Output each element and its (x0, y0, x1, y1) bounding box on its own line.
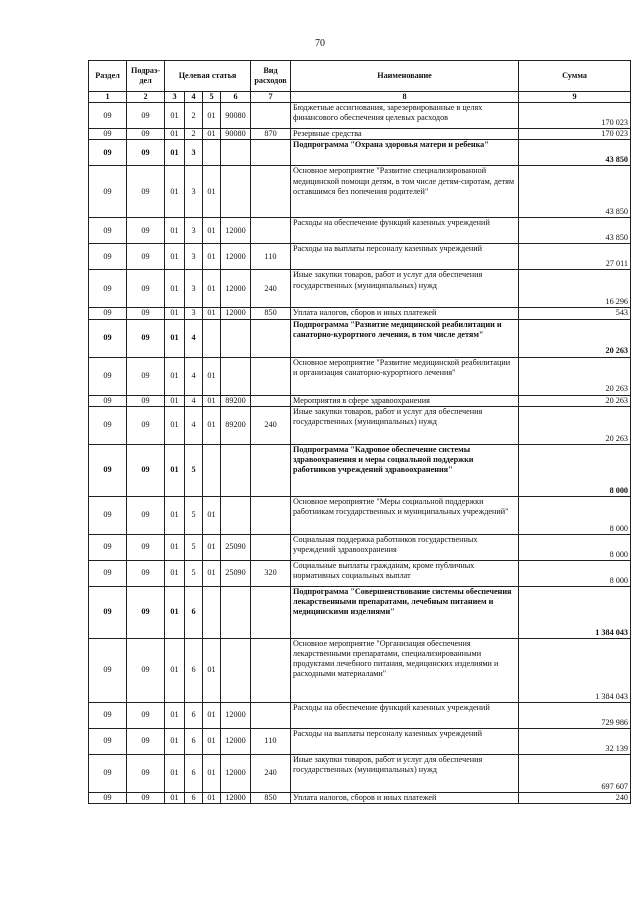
summa-cell: 32 139 (519, 728, 631, 754)
naimenovanie-cell: Основное мероприятие "Меры социальной поддержки работникам государственных и муниципальных учреждений" (291, 496, 519, 534)
tselevaya-d-cell: 12000 (221, 270, 251, 308)
table-row (89, 244, 631, 270)
tselevaya-c-cell: 01 (203, 702, 221, 728)
column-numbers-row (89, 92, 631, 103)
summa-cell: 27 011 (519, 244, 631, 270)
tselevaya-c-cell: 01 (203, 728, 221, 754)
podrazdel-cell: 09 (127, 244, 165, 270)
podrazdel-cell: 09 (127, 560, 165, 586)
razdel-cell: 09 (89, 586, 127, 638)
razdel-cell: 09 (89, 308, 127, 319)
tselevaya-c-cell: 01 (203, 406, 221, 444)
tselevaya-c-cell (203, 586, 221, 638)
tselevaya-b-cell: 6 (185, 754, 203, 792)
razdel-cell: 09 (89, 728, 127, 754)
summa-cell: 697 607 (519, 754, 631, 792)
vid-raskhodov-cell (251, 357, 291, 395)
table-row (89, 406, 631, 444)
table-row (89, 395, 631, 406)
summa-cell: 240 (519, 792, 631, 803)
tselevaya-a-cell: 01 (165, 218, 185, 244)
vid-raskhodov-cell: 850 (251, 792, 291, 803)
tselevaya-a-cell: 01 (165, 444, 185, 496)
naimenovanie-cell: Основное мероприятие "Организация обеспечения лекарственными препаратами, специализированными продуктами лечебного питания, медицинских изделиями и расходными материалами" (291, 638, 519, 702)
tselevaya-a-cell: 01 (165, 728, 185, 754)
tselevaya-a-cell: 01 (165, 638, 185, 702)
summa-cell: 20 263 (519, 395, 631, 406)
naimenovanie-cell: Мероприятия в сфере здравоохранения (291, 395, 519, 406)
tselevaya-b-cell: 5 (185, 534, 203, 560)
table-body (89, 103, 631, 804)
tselevaya-b-cell: 6 (185, 728, 203, 754)
razdel-cell: 09 (89, 560, 127, 586)
table-row (89, 496, 631, 534)
razdel-cell: 09 (89, 395, 127, 406)
tselevaya-b-cell: 3 (185, 244, 203, 270)
tselevaya-b-cell: 5 (185, 496, 203, 534)
tselevaya-a-cell: 01 (165, 270, 185, 308)
vid-raskhodov-cell (251, 534, 291, 560)
table-row (89, 560, 631, 586)
header-razdel: Раздел (89, 61, 127, 92)
razdel-cell: 09 (89, 129, 127, 140)
tselevaya-b-cell: 3 (185, 166, 203, 218)
tselevaya-c-cell: 01 (203, 218, 221, 244)
tselevaya-a-cell: 01 (165, 560, 185, 586)
naimenovanie-cell: Основное мероприятие "Развитие медицинской реабилитации и организация санаторно-курортного лечения" (291, 357, 519, 395)
tselevaya-a-cell: 01 (165, 129, 185, 140)
table-row (89, 308, 631, 319)
tselevaya-d-cell: 12000 (221, 754, 251, 792)
naimenovanie-cell: Подпрограмма "Совершенствование системы обеспечения лекарственными препаратами, лечебным питанием и медицинскими изделиями" (291, 586, 519, 638)
tselevaya-a-cell: 01 (165, 395, 185, 406)
razdel-cell: 09 (89, 270, 127, 308)
naimenovanie-cell: Уплата налогов, сборов и иных платежей (291, 792, 519, 803)
tselevaya-c-cell: 01 (203, 792, 221, 803)
vid-raskhodov-cell (251, 638, 291, 702)
table-row (89, 638, 631, 702)
tselevaya-b-cell: 4 (185, 395, 203, 406)
naimenovanie-cell: Подпрограмма "Охрана здоровья матери и ребенка" (291, 140, 519, 166)
tselevaya-d-cell: 90080 (221, 103, 251, 129)
tselevaya-a-cell: 01 (165, 754, 185, 792)
tselevaya-d-cell: 25090 (221, 534, 251, 560)
tselevaya-c-cell: 01 (203, 395, 221, 406)
podrazdel-cell: 09 (127, 638, 165, 702)
table-row (89, 792, 631, 803)
vid-raskhodov-cell (251, 319, 291, 357)
tselevaya-a-cell: 01 (165, 406, 185, 444)
tselevaya-d-cell (221, 586, 251, 638)
razdel-cell: 09 (89, 244, 127, 270)
col-number: 2 (127, 92, 165, 103)
tselevaya-c-cell: 01 (203, 534, 221, 560)
tselevaya-c-cell (203, 140, 221, 166)
razdel-cell: 09 (89, 754, 127, 792)
tselevaya-b-cell: 4 (185, 406, 203, 444)
table-row (89, 534, 631, 560)
naimenovanie-cell: Расходы на обеспечение функций казенных учреждений (291, 702, 519, 728)
table-row (89, 702, 631, 728)
header-tselevaya-statya: Целевая статья (165, 61, 251, 92)
naimenovanie-cell: Бюджетные ассигнования, зарезервированные в целях финансового обеспечения целевых расходов (291, 103, 519, 129)
naimenovanie-cell: Расходы на выплаты персоналу казенных учреждений (291, 244, 519, 270)
tselevaya-c-cell: 01 (203, 496, 221, 534)
table-row (89, 319, 631, 357)
podrazdel-cell: 09 (127, 218, 165, 244)
vid-raskhodov-cell: 110 (251, 244, 291, 270)
podrazdel-cell: 09 (127, 319, 165, 357)
podrazdel-cell: 09 (127, 395, 165, 406)
tselevaya-c-cell: 01 (203, 357, 221, 395)
naimenovanie-cell: Расходы на обеспечение функций казенных учреждений (291, 218, 519, 244)
tselevaya-d-cell: 89200 (221, 395, 251, 406)
podrazdel-cell: 09 (127, 308, 165, 319)
table-row (89, 166, 631, 218)
tselevaya-b-cell: 6 (185, 792, 203, 803)
tselevaya-a-cell: 01 (165, 140, 185, 166)
naimenovanie-cell: Подпрограмма "Кадровое обеспечение системы здравоохранения и меры социальной поддержки работников учреждений здравоохранения" (291, 444, 519, 496)
vid-raskhodov-cell (251, 140, 291, 166)
tselevaya-d-cell: 12000 (221, 792, 251, 803)
table-row (89, 444, 631, 496)
summa-cell: 43 850 (519, 140, 631, 166)
col-number: 3 (165, 92, 185, 103)
tselevaya-d-cell: 89200 (221, 406, 251, 444)
razdel-cell: 09 (89, 792, 127, 803)
summa-cell: 8 000 (519, 444, 631, 496)
summa-cell: 43 850 (519, 218, 631, 244)
tselevaya-d-cell (221, 357, 251, 395)
tselevaya-c-cell (203, 444, 221, 496)
summa-cell: 16 296 (519, 270, 631, 308)
razdel-cell: 09 (89, 319, 127, 357)
tselevaya-b-cell: 5 (185, 444, 203, 496)
summa-cell: 20 263 (519, 406, 631, 444)
summa-cell: 8 000 (519, 560, 631, 586)
tselevaya-c-cell: 01 (203, 129, 221, 140)
tselevaya-d-cell: 90080 (221, 129, 251, 140)
page-number: 70 (315, 38, 325, 49)
col-number: 8 (291, 92, 519, 103)
podrazdel-cell: 09 (127, 103, 165, 129)
vid-raskhodov-cell: 240 (251, 754, 291, 792)
tselevaya-a-cell: 01 (165, 357, 185, 395)
tselevaya-a-cell: 01 (165, 702, 185, 728)
vid-raskhodov-cell (251, 702, 291, 728)
summa-cell: 170 023 (519, 129, 631, 140)
razdel-cell: 09 (89, 702, 127, 728)
table-row (89, 129, 631, 140)
budget-table (88, 60, 631, 804)
summa-cell: 1 384 043 (519, 586, 631, 638)
tselevaya-d-cell: 12000 (221, 244, 251, 270)
table-row (89, 270, 631, 308)
podrazdel-cell: 09 (127, 166, 165, 218)
vid-raskhodov-cell: 240 (251, 406, 291, 444)
table-row (89, 754, 631, 792)
vid-raskhodov-cell: 110 (251, 728, 291, 754)
podrazdel-cell: 09 (127, 129, 165, 140)
summa-cell: 8 000 (519, 496, 631, 534)
vid-raskhodov-cell: 320 (251, 560, 291, 586)
tselevaya-a-cell: 01 (165, 103, 185, 129)
tselevaya-d-cell (221, 638, 251, 702)
col-number: 9 (519, 92, 631, 103)
tselevaya-d-cell: 12000 (221, 702, 251, 728)
vid-raskhodov-cell: 870 (251, 129, 291, 140)
naimenovanie-cell: Уплата налогов, сборов и иных платежей (291, 308, 519, 319)
summa-cell: 543 (519, 308, 631, 319)
tselevaya-d-cell (221, 166, 251, 218)
naimenovanie-cell: Социальные выплаты гражданам, кроме публичных нормативных социальных выплат (291, 560, 519, 586)
razdel-cell: 09 (89, 357, 127, 395)
tselevaya-d-cell (221, 496, 251, 534)
naimenovanie-cell: Иные закупки товаров, работ и услуг для обеспечения государственных (муниципальных) нужд (291, 754, 519, 792)
podrazdel-cell: 09 (127, 357, 165, 395)
table-row (89, 586, 631, 638)
tselevaya-d-cell: 12000 (221, 308, 251, 319)
podrazdel-cell: 09 (127, 586, 165, 638)
razdel-cell: 09 (89, 140, 127, 166)
tselevaya-c-cell: 01 (203, 754, 221, 792)
col-number: 7 (251, 92, 291, 103)
summa-cell: 1 384 043 (519, 638, 631, 702)
tselevaya-b-cell: 6 (185, 702, 203, 728)
col-number: 6 (221, 92, 251, 103)
tselevaya-d-cell (221, 444, 251, 496)
vid-raskhodov-cell (251, 586, 291, 638)
naimenovanie-cell: Подпрограмма "Развитие медицинской реабилитации и санаторно-курортного лечения, в том числе детям" (291, 319, 519, 357)
tselevaya-c-cell: 01 (203, 244, 221, 270)
tselevaya-b-cell: 2 (185, 103, 203, 129)
summa-cell: 8 000 (519, 534, 631, 560)
tselevaya-a-cell: 01 (165, 586, 185, 638)
table-row (89, 218, 631, 244)
podrazdel-cell: 09 (127, 496, 165, 534)
razdel-cell: 09 (89, 534, 127, 560)
table-row (89, 728, 631, 754)
tselevaya-a-cell: 01 (165, 166, 185, 218)
vid-raskhodov-cell (251, 444, 291, 496)
col-number: 1 (89, 92, 127, 103)
tselevaya-a-cell: 01 (165, 244, 185, 270)
tselevaya-d-cell: 25090 (221, 560, 251, 586)
naimenovanie-cell: Основное мероприятие "Развитие специализированной медицинской помощи детям, в том числе детям-сиротам, детям оставшимся без попечения родителей" (291, 166, 519, 218)
razdel-cell: 09 (89, 166, 127, 218)
tselevaya-b-cell: 5 (185, 560, 203, 586)
tselevaya-a-cell: 01 (165, 792, 185, 803)
razdel-cell: 09 (89, 444, 127, 496)
tselevaya-b-cell: 4 (185, 357, 203, 395)
tselevaya-c-cell: 01 (203, 308, 221, 319)
tselevaya-b-cell: 3 (185, 270, 203, 308)
summa-cell: 20 263 (519, 357, 631, 395)
podrazdel-cell: 09 (127, 406, 165, 444)
table-row (89, 140, 631, 166)
tselevaya-c-cell (203, 319, 221, 357)
col-number: 5 (203, 92, 221, 103)
tselevaya-d-cell (221, 319, 251, 357)
tselevaya-c-cell: 01 (203, 103, 221, 129)
razdel-cell: 09 (89, 406, 127, 444)
tselevaya-c-cell: 01 (203, 560, 221, 586)
vid-raskhodov-cell (251, 166, 291, 218)
podrazdel-cell: 09 (127, 702, 165, 728)
razdel-cell: 09 (89, 638, 127, 702)
tselevaya-d-cell: 12000 (221, 218, 251, 244)
tselevaya-a-cell: 01 (165, 496, 185, 534)
vid-raskhodov-cell (251, 218, 291, 244)
summa-cell: 729 986 (519, 702, 631, 728)
razdel-cell: 09 (89, 496, 127, 534)
tselevaya-b-cell: 4 (185, 319, 203, 357)
podrazdel-cell: 09 (127, 754, 165, 792)
tselevaya-b-cell: 3 (185, 218, 203, 244)
tselevaya-b-cell: 2 (185, 129, 203, 140)
podrazdel-cell: 09 (127, 534, 165, 560)
tselevaya-a-cell: 01 (165, 534, 185, 560)
header-row (89, 61, 631, 92)
podrazdel-cell: 09 (127, 270, 165, 308)
vid-raskhodov-cell (251, 103, 291, 129)
tselevaya-d-cell (221, 140, 251, 166)
podrazdel-cell: 09 (127, 444, 165, 496)
header-summa: Сумма (519, 61, 631, 92)
summa-cell: 43 850 (519, 166, 631, 218)
tselevaya-a-cell: 01 (165, 319, 185, 357)
podrazdel-cell: 09 (127, 792, 165, 803)
header-vid-raskhodov: Вид расходов (251, 61, 291, 92)
naimenovanie-cell: Иные закупки товаров, работ и услуг для обеспечения государственных (муниципальных) нужд (291, 270, 519, 308)
tselevaya-d-cell: 12000 (221, 728, 251, 754)
tselevaya-c-cell: 01 (203, 166, 221, 218)
naimenovanie-cell: Резервные средства (291, 129, 519, 140)
header-podrazdel: Подраз-дел (127, 61, 165, 92)
table-row (89, 103, 631, 129)
podrazdel-cell: 09 (127, 140, 165, 166)
table-row (89, 357, 631, 395)
naimenovanie-cell: Расходы на выплаты персоналу казенных учреждений (291, 728, 519, 754)
tselevaya-c-cell: 01 (203, 638, 221, 702)
vid-raskhodov-cell: 850 (251, 308, 291, 319)
podrazdel-cell: 09 (127, 728, 165, 754)
tselevaya-a-cell: 01 (165, 308, 185, 319)
tselevaya-b-cell: 3 (185, 308, 203, 319)
naimenovanie-cell: Иные закупки товаров, работ и услуг для обеспечения государственных (муниципальных) нужд (291, 406, 519, 444)
vid-raskhodov-cell (251, 395, 291, 406)
col-number: 4 (185, 92, 203, 103)
razdel-cell: 09 (89, 103, 127, 129)
naimenovanie-cell: Социальная поддержка работников государственных учреждений здравоохранения (291, 534, 519, 560)
header-naimenovanie: Наименование (291, 61, 519, 92)
vid-raskhodov-cell: 240 (251, 270, 291, 308)
razdel-cell: 09 (89, 218, 127, 244)
summa-cell: 170 023 (519, 103, 631, 129)
tselevaya-b-cell: 3 (185, 140, 203, 166)
vid-raskhodov-cell (251, 496, 291, 534)
summa-cell: 20 263 (519, 319, 631, 357)
tselevaya-b-cell: 6 (185, 638, 203, 702)
tselevaya-c-cell: 01 (203, 270, 221, 308)
tselevaya-b-cell: 6 (185, 586, 203, 638)
